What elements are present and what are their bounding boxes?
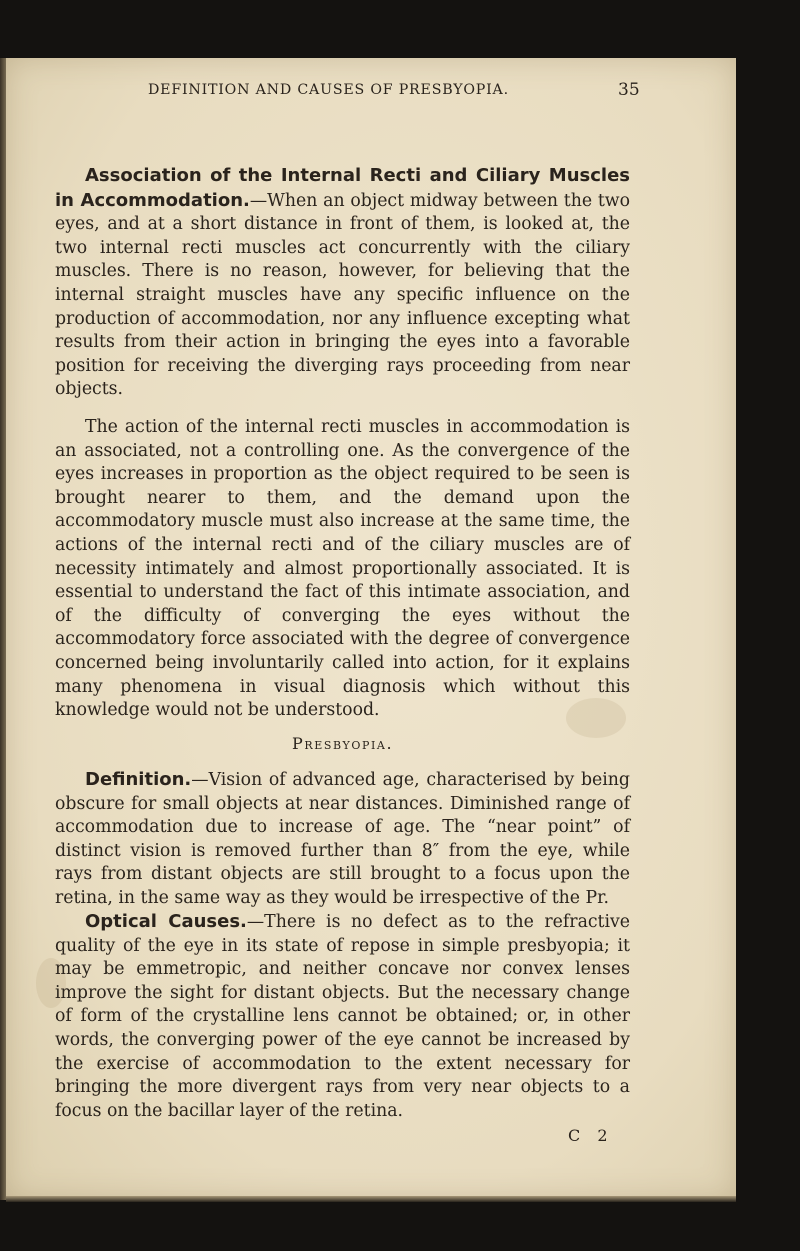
paragraph-heading: Association of the Internal Recti and Ciliary Muscles in Accommodation. [55,165,630,211]
paragraph-association [55,164,630,402]
page-bottom-shadow [6,1196,736,1202]
paragraph-text: —Vision of advanced age, characterised by being obscure for small objects at near distances. Diminished range of accommodation due to increase of age. The “near point” of distinct vision is removed further than 8″ from the eye, while rays from distant objects are still brought to a focus upon the retina, in the same way as they would be irrespective of the Pr. [55,770,630,908]
paragraph-text: —There is no defect as to the refractive quality of the eye in its state of repose in simple presbyopia; it may be emmetropic, and neither concave nor convex lenses improve the sight for distant objects. But the necessary change of form of the crystalline lens cannot be obtained; or, in other words, the converging power of the eye cannot be increased by the exercise of accommodation to the extent necessary for bringing the more divergent rays from very near objects to a focus on the bacillar layer of the retina. [55,912,631,1121]
section-heading: Presbyopia. [292,734,394,753]
paragraph-heading: Definition. [85,769,192,790]
paragraph-text: —When an object midway between the two eyes, and at a short distance in front of them, is looked at, the two internal recti muscles act concurrently with the ciliary muscles. There is no reason, however, for believing that the internal straight muscles have any specific influence on the production of accommodation, nor any influence excepting what results from their action in bringing the eyes into a favorable position for receiving the diverging rays proceeding from near objects. [55,190,631,400]
page-number: 35 [618,80,640,100]
paragraph-optical-causes [55,910,630,1123]
paragraph-heading: Optical Causes. [85,911,247,932]
running-head-title: DEFINITION AND CAUSES OF PRESBYOPIA. [148,82,509,98]
paragraph-definition [55,768,630,911]
printer-signature-mark: C 2 [568,1126,614,1145]
paragraph-text: The action of the internal recti muscles in accommodation is an associated, not a controlling one. As the convergence of the eyes increases in proportion as the object required to be seen is brought nearer to them, and the demand upon the accommodatory muscle must also increase at the same time, the actions of the internal recti and of the ciliary muscles are of necessity intimately and almost proportionally associated. It is essential to understand the fact of this intimate association, and of the difficulty of converging the eyes without the accommodatory force associated with the degree of convergence concerned being involuntarily called into action, for it explains many phenomena in visual diagnosis which without this knowledge would not be understood. [55,417,630,721]
paragraph-convergence [55,416,630,723]
